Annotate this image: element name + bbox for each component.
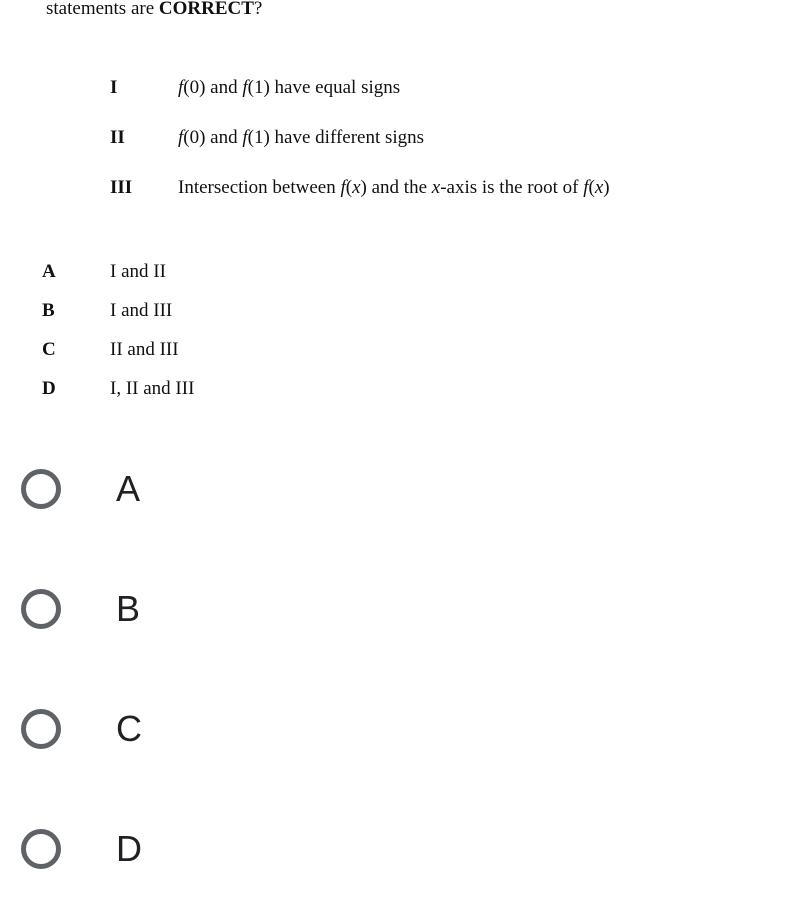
- option-letter-b: B: [42, 300, 55, 321]
- math-x: x: [431, 177, 441, 198]
- option-letter-d: D: [42, 378, 56, 399]
- option-letter-c: C: [42, 339, 56, 360]
- statement-numeral-2: II: [110, 127, 125, 148]
- option-text-c: II and III: [110, 339, 179, 360]
- math-f: f: [242, 77, 248, 98]
- choice-label: B: [116, 588, 141, 629]
- radio-button-icon[interactable]: [21, 589, 61, 629]
- question-emphasis: CORRECT: [158, 0, 254, 19]
- option-letter-a: A: [42, 261, 56, 282]
- statement-numeral-3: III: [110, 177, 133, 198]
- radio-button-icon[interactable]: [21, 469, 61, 509]
- statement-text-1: [178, 77, 400, 99]
- paren: (: [345, 177, 353, 198]
- choice-label: A: [116, 468, 141, 509]
- statement-numeral-1: I: [110, 77, 118, 98]
- paren: (: [588, 177, 595, 198]
- text: (1) have different signs: [247, 127, 425, 148]
- statement-text-3: [178, 177, 610, 199]
- choice-label: D: [116, 828, 142, 869]
- choice-b[interactable]: [0, 569, 799, 649]
- question-prefix: statements are: [46, 0, 159, 19]
- choice-c[interactable]: [0, 689, 799, 769]
- option-text-b: I and III: [110, 300, 173, 321]
- text: -axis is the root of: [440, 177, 584, 198]
- option-text-a: I and II: [110, 261, 166, 282]
- math-f: f: [178, 127, 184, 148]
- math-x: x: [594, 177, 604, 198]
- text: (0) and: [183, 77, 243, 98]
- math-x: x: [352, 177, 361, 198]
- text: Intersection between: [178, 177, 341, 198]
- text: (0) and: [183, 127, 243, 148]
- option-text-d: I, II and III: [110, 378, 195, 399]
- text: (1) have equal signs: [247, 77, 401, 98]
- choice-label: C: [116, 708, 142, 749]
- choice-a[interactable]: [0, 449, 799, 529]
- question-text: [46, 0, 262, 20]
- radio-button-icon[interactable]: [21, 829, 61, 869]
- math-f: f: [340, 177, 346, 198]
- radio-button-icon[interactable]: [21, 709, 61, 749]
- text: and the: [366, 177, 432, 198]
- math-f: f: [583, 177, 589, 198]
- paren: ): [603, 177, 610, 198]
- math-f: f: [178, 77, 184, 98]
- paren: ): [360, 177, 367, 198]
- math-f: f: [242, 127, 248, 148]
- choice-d[interactable]: [0, 809, 799, 889]
- statement-text-2: [178, 127, 424, 149]
- question-suffix: ?: [253, 0, 263, 19]
